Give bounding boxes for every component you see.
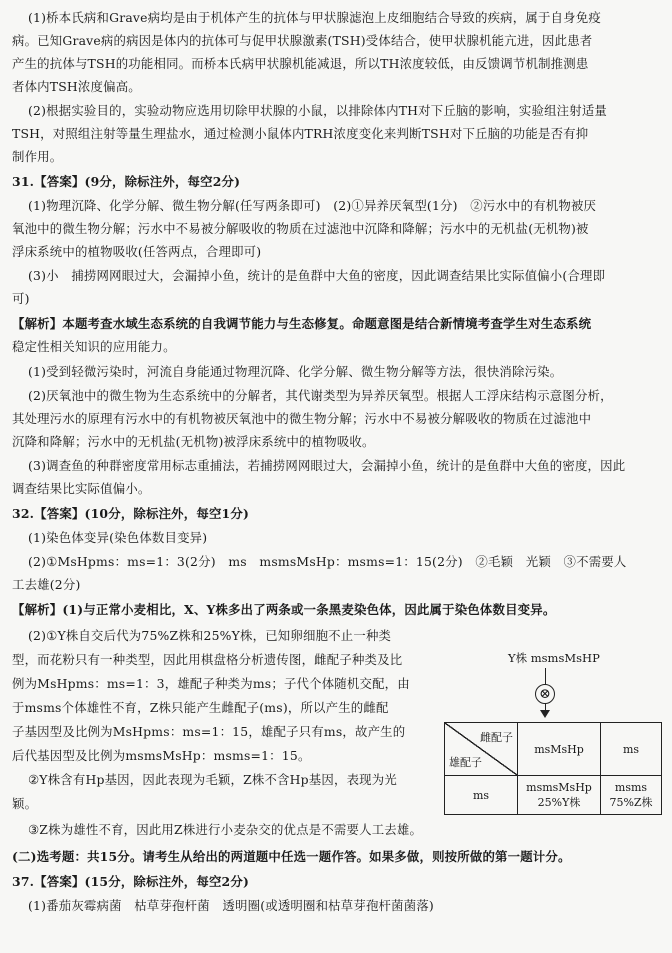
text-line: (1)染色体变异(染色体数目变异): [28, 530, 208, 545]
answer-heading-37: 37.【答案】(15分，除标注外，每空2分): [12, 874, 250, 889]
text-line: 病。已知Grave病的病因是体内的抗体可与促甲状腺激素(TSH)受体结合，使甲状腺机能亢进，因此患者: [12, 33, 593, 48]
text-line: 例为MsHpms：ms=1：3，雄配子种类为ms；子代个体随机交配，由: [12, 676, 410, 691]
section-heading: (二)选考题：共15分。请考生从给出的两道题中任选一题作答。如果多做，则按所做的第一题计分。: [12, 849, 571, 864]
self-cross-icon: ⊗: [535, 684, 555, 704]
text-line: 可): [12, 291, 30, 306]
cross-title: Y株 msmsMsHP: [508, 651, 600, 665]
text-line: 制作用。: [12, 149, 63, 164]
text-line: (1)桥本氏病和Grave病均是由于机体产生的抗体与甲状腺滤泡上皮细胞结合导致的疾病，属于自身免疫: [28, 10, 601, 25]
text-line: (2)①Y株自交后代为75%Z株和25%Y株，已知卵细胞不止一种类: [28, 628, 392, 643]
text-line: 后代基因型及比例为msmsMsHp：msms=1：15。: [12, 748, 311, 763]
text-line: 氧池中的微生物分解；污水中不易被分解吸收的物质在过滤池中沉降和降解；污水中的无机盐(无机物)被: [12, 221, 589, 236]
text-line: (1)受到轻微污染时，河流自身能通过物理沉降、化学分解、微生物分解等方法，很快消除污染。: [28, 364, 563, 379]
text-line: ③Z株为雄性不育，因此用Z株进行小麦杂交的优点是不需要人工去雄。: [28, 822, 423, 837]
answer-heading-31: 31.【答案】(9分，除标注外，每空2分): [12, 174, 241, 189]
arrow-head-icon: [540, 710, 550, 718]
answer-heading-32: 32.【答案】(10分，除标注外，每空1分): [12, 506, 250, 521]
text-line: (3)小 捕捞网网眼过大，会漏掉小鱼，统计的是鱼群中大鱼的密度，因此调查结果比实际值偏小(合理即: [28, 268, 606, 283]
text-line: (2)①MsHpms：ms=1：3(2分) ms msmsMsHp：msms=1：15(2分) ②毛颖 光颖 ③不需要人: [28, 554, 627, 569]
offspring-result: 75%Z株: [609, 795, 653, 809]
col-header: msMsHp: [518, 723, 601, 776]
text-line: 工去雄(2分): [12, 577, 81, 592]
punnett-table: [444, 722, 662, 815]
text-line: 调查结果比实际值偏小。: [12, 481, 151, 496]
female-gamete-label: 雌配子: [480, 731, 513, 744]
row-header: ms: [445, 776, 518, 815]
offspring-result: 25%Y株: [537, 795, 581, 809]
offspring-genotype: msms: [614, 780, 648, 794]
text-line: 于msms个体雄性不育，Z株只能产生雌配子(ms)，所以产生的雌配: [12, 700, 389, 715]
col-header: ms: [601, 723, 662, 776]
punnett-square-figure: [444, 650, 662, 810]
text-line: 稳定性相关知识的应用能力。: [12, 339, 176, 354]
offspring-genotype: msmsMsHp: [526, 780, 592, 794]
text-line: (2)厌氧池中的微生物为生态系统中的分解者，其代谢类型为异养厌氧型。根据人工浮床结构示意图分析，: [28, 388, 613, 403]
male-gamete-label: 雄配子: [449, 756, 482, 769]
text-line: 型，而花粉只有一种类型，因此用棋盘格分析遗传图，雌配子种类及比: [12, 652, 403, 667]
text-line: ②Y株含有Hp基因，因此表现为毛颖，Z株不含Hp基因，表现为光: [28, 772, 397, 787]
offspring-cell: [518, 776, 601, 815]
text-line: 沉降和降解；污水中的无机盐(无机物)被浮床系统中的植物吸收。: [12, 434, 375, 449]
text-line: TSH，对照组注射等量生理盐水，通过检测小鼠体内TRH浓度变化来判断TSH对下丘脑的功能是否有抑: [12, 126, 589, 141]
text-line: (3)调查鱼的种群密度常用标志重捕法，若捕捞网网眼过大，会漏掉小鱼，统计的是鱼群中大鱼的密度，因此: [28, 458, 626, 473]
text-line: 产生的抗体与TSH的功能相同。而桥本氏病甲状腺机能减退，所以TH浓度较低，由反馈调节机制推测患: [12, 56, 589, 71]
analysis-line: 【解析】(1)与正常小麦相比，X、Y株多出了两条或一条黑麦染色体，因此属于染色体数目变异。: [12, 602, 556, 617]
text-line: (2)根据实验目的，实验动物应选用切除甲状腺的小鼠，以排除体内TH对下丘脑的影响，实验组注射适量: [28, 103, 608, 118]
text-line: 者体内TSH浓度偏高。: [12, 79, 141, 94]
text-line: 子基因型及比例为MsHpms：ms=1：15，雄配子只有ms，故产生的: [12, 724, 406, 739]
text-line: 其处理污水的原理有污水中的有机物被厌氧池中的微生物分解；污水中不易被分解吸收的物质在过滤池中: [12, 411, 592, 426]
text-line: (1)番茄灰霉病菌 枯草芽孢杆菌 透明圈(或透明圈和枯草芽孢杆菌菌落): [28, 898, 434, 913]
text-line: 浮床系统中的植物吸收(任答两点，合理即可): [12, 244, 262, 259]
offspring-cell: [601, 776, 662, 815]
text-line: (1)物理沉降、化学分解、微生物分解(任写两条即可) (2)①异养厌氧型(1分) ②污水中的有机物被厌: [28, 198, 597, 213]
analysis-line: 【解析】本题考查水域生态系统的自我调节能力与生态修复。命题意图是结合新情境考查学生对生态系统: [12, 316, 592, 331]
header-diagonal-cell: [445, 723, 517, 775]
text-line: 颖。: [12, 796, 38, 811]
